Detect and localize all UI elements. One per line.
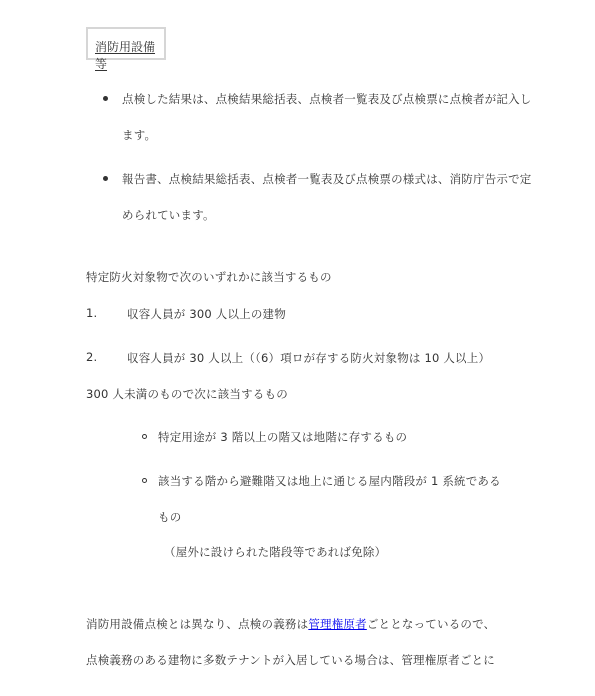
section-heading-box — [86, 27, 166, 71]
exemption-note: （屋外に設けられた階段等であれば免除） — [164, 545, 387, 559]
numbered-item-number: 1. — [86, 306, 98, 320]
bullet-text-line: 報告書、点検結果総括表、点検者一覧表及び点検票の様式は、消防庁告示で定 — [122, 172, 532, 186]
bullet-text-line: ます。 — [122, 128, 157, 142]
sub-bullet-circle — [142, 478, 147, 483]
section-title: 消防用設備等 — [95, 40, 156, 71]
bullet-text-line: められています。 — [122, 208, 215, 222]
numbered-item-text: 収容人員が 300 人以上の建物 — [127, 307, 286, 321]
closing-paragraph-line: 点検義務のある建物に多数テナントが入居している場合は、管理権原者ごとに — [86, 653, 495, 667]
bullet-dot — [103, 176, 108, 181]
bullet-dot — [103, 96, 108, 101]
numbered-tail-text: 300 人未満のもので次に該当するもの — [86, 387, 288, 401]
sub-bullet-text: 特定用途が 3 階以上の階又は地階に存するもの — [158, 430, 408, 444]
criteria-intro: 特定防火対象物で次のいずれかに該当するもの — [86, 270, 332, 284]
closing-text: ごととなっているので、 — [366, 617, 496, 631]
sub-bullet-text: もの — [158, 510, 182, 524]
numbered-item-number: 2. — [86, 350, 98, 364]
bullet-text-line: 点検した結果は、点検結果総括表、点検者一覧表及び点検票に点検者が記入し — [122, 92, 532, 106]
closing-text: 消防用設備点検とは異なり、点検の義務は — [86, 617, 309, 631]
manager-link[interactable]: 管理権原者 — [308, 617, 367, 631]
sub-bullet-text: 該当する階から避難階又は地上に通じる屋内階段が 1 系統である — [158, 474, 501, 488]
closing-paragraph-line — [86, 616, 495, 632]
numbered-item-text: 収容人員が 30 人以上（（6）項ロが存する防火対象物は 10 人以上） — [127, 351, 491, 365]
sub-bullet-circle — [142, 434, 147, 439]
